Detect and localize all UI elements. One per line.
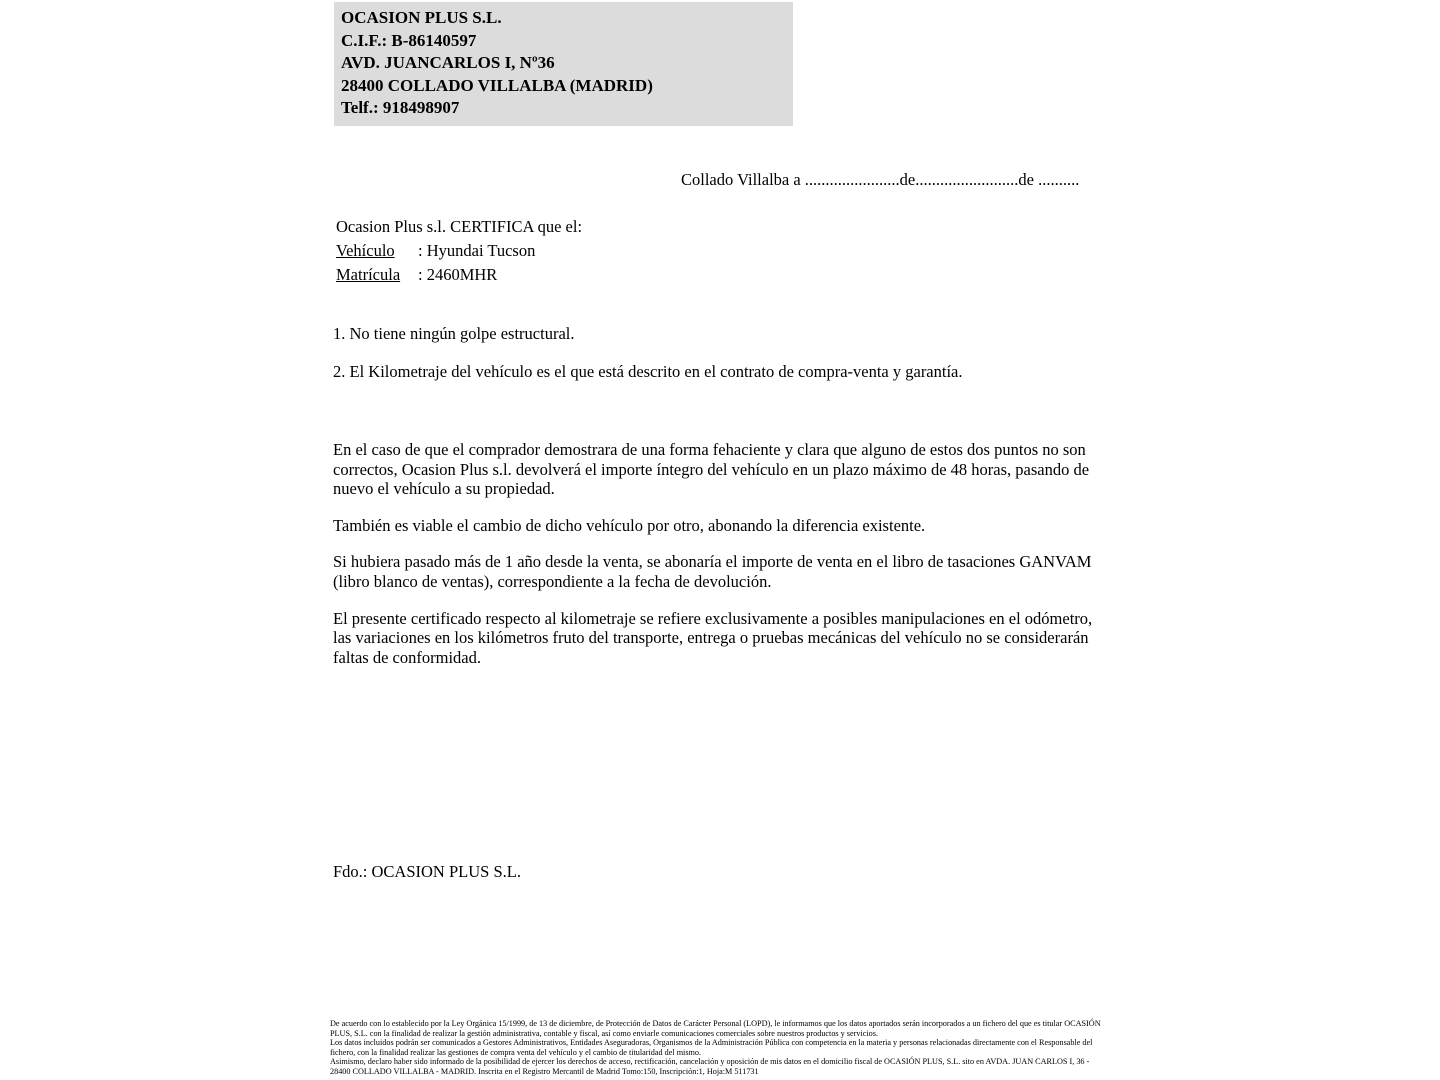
company-address: AVD. JUANCARLOS I, Nº36 (341, 53, 555, 72)
legal-paragraph-lopd: De acuerdo con lo establecido por la Ley Orgánica 15/1999, de 13 de diciembre, de Protección de Datos de Carácter Personal (LOPD), le informamos que los datos aportados serán incorporados a un fichero del que es titular OCASIÓN PLUS, S.L. con la finalidad de realizar la gestión administrativa, contable y fiscal, así como enviarle comunicaciones comerciales sobre nuestros productos y servicios. (330, 1019, 1101, 1038)
vehicle-value: : Hyundai Tucson (418, 241, 536, 260)
legal-footer (330, 1019, 1102, 1077)
company-phone: Telf.: 918498907 (341, 98, 460, 117)
body-paragraphs (333, 440, 1097, 684)
date-line: Collado Villalba a .......................de.........................de .......... (681, 170, 1080, 189)
vehicle-row (336, 239, 582, 263)
plate-row (336, 263, 582, 287)
signature-line: Fdo.: OCASION PLUS S.L. (333, 862, 521, 881)
paragraph-ganvam: Si hubiera pasado más de 1 año desde la venta, se abonaría el importe de venta en el libro de tasaciones GANVAM (libro blanco de ventas), correspondiente a la fecha de devolución. (333, 552, 1092, 591)
paragraph-exchange: También es viable el cambio de dicho vehículo por otro, abonando la diferencia existente. (333, 515, 926, 535)
company-cif: C.I.F.: B-86140597 (341, 30, 477, 50)
company-city: 28400 COLLADO VILLALBA (MADRID) (341, 75, 653, 95)
point-2: 2. El Kilometraje del vehículo es el que está descrito en el contrato de compra-venta y garantía. (333, 362, 963, 381)
legal-paragraph-rights: Asimismo, declaro haber sido informado de la posibilidad de ejercer los derechos de acceso, rectificación, cancelación y oposición de mis datos en el domicilio fiscal de OCASIÓN PLUS, S.L. sito en AVDA. JUAN CARLOS I, 36 - 28400 COLLADO VILLALBA - MADRID. Inscrita en el Registro Mercantil de Madrid Tomo:150, Inscripción:1, Hoja:M 511731 (330, 1057, 1090, 1076)
point-1: 1. No tiene ningún golpe estructural. (333, 324, 575, 343)
plate-label-cell (336, 263, 418, 287)
certification-block (336, 215, 582, 287)
paragraph-refund: En el caso de que el comprador demostrara de una forma fehaciente y clara que alguno de estos dos puntos no son correctos, Ocasion Plus s.l. devolverá el importe íntegro del vehículo en un plazo máximo de 48 horas, pasando de nuevo el vehículo a su propiedad. (333, 440, 1090, 499)
company-name: OCASION PLUS S.L. (341, 8, 502, 27)
plate-label: Matrícula (336, 265, 401, 284)
vehicle-label-cell (336, 239, 418, 263)
company-header-box (334, 2, 793, 126)
certify-intro: Ocasion Plus s.l. CERTIFICA que el: (336, 217, 583, 236)
legal-paragraph-data-sharing: Los datos incluidos podrán ser comunicados a Gestores Administrativos, Entidades Aseguradoras, Organismos de la Administración Pública con competencia en la materia y personas relacionadas directamente con el Responsable del fichero, con la finalidad realizar las gestiones de compra venta del vehículo y el cambio de titularidad del mismo. (330, 1038, 1093, 1057)
paragraph-odometer: El presente certificado respecto al kilometraje se refiere exclusivamente a posibles manipulaciones en el odómetro, las variaciones en los kilómetros fruto del transporte, entrega o pruebas mecánicas del vehículo no se considerarán faltas de conformidad. (333, 608, 1093, 667)
plate-value: : 2460MHR (418, 265, 498, 284)
certified-points (333, 324, 1103, 400)
vehicle-label: Vehículo (336, 241, 395, 260)
